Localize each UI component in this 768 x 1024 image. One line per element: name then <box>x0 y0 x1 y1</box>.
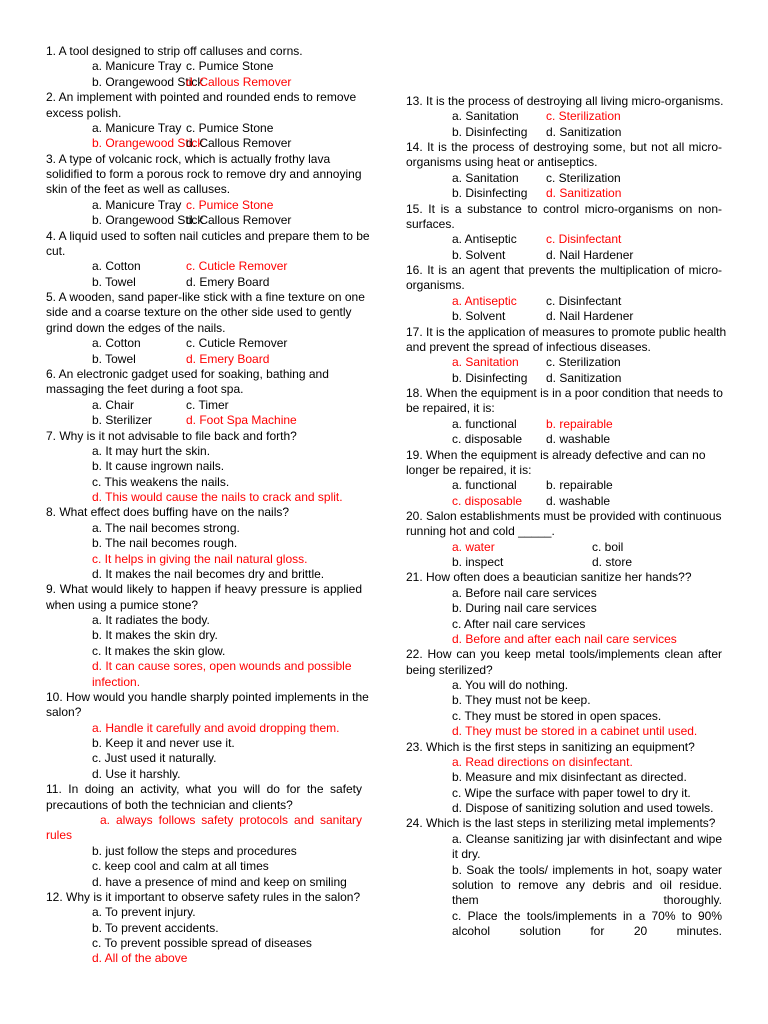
choice-option: a. functional <box>452 478 517 493</box>
answer-option: b. The nail becomes rough. <box>92 536 238 551</box>
choice-option: a. Chair <box>92 397 135 412</box>
choice-option: d. Callous Remover <box>186 136 292 151</box>
question-text: 20. Salon establishments must be provided with continuous <box>406 508 722 523</box>
question-text: side and a coarse texture on the other side used to gently <box>46 305 352 320</box>
answer-option: infection. <box>92 674 141 689</box>
question-text: 3. A type of volcanic rock, which is actually frothy lava <box>46 151 331 166</box>
answer-option: c. Place the tools/implements in a 70% to 90% <box>452 908 722 923</box>
answer-option: d. This would cause the nails to crack and split. <box>92 490 343 505</box>
choice-option: a. Sanitation <box>452 355 519 370</box>
answer-option: d. Dispose of sanitizing solution and used towels. <box>452 801 714 816</box>
question-text: be repaired, it is: <box>406 401 495 416</box>
choice-option: b. Solvent <box>452 309 506 324</box>
choice-option: b. Disinfecting <box>452 186 528 201</box>
choice-option: c. Pumice Stone <box>186 197 274 212</box>
question-text: 2. An implement with pointed and rounded ends to remove <box>46 90 357 105</box>
question-text: organisms. <box>406 278 465 293</box>
choice-option: a. Antiseptic <box>452 293 517 308</box>
question-text: 21. How often does a beautician sanitize her hands?? <box>406 570 692 585</box>
question-text: rules <box>46 828 73 843</box>
question-text: running hot and cold _____. <box>406 524 555 539</box>
question-text: 24. Which is the last steps in sterilizing metal implements? <box>406 816 716 831</box>
question-text: 14. It is the process of destroying some, but not all micro- <box>406 140 722 155</box>
question-text: solidified to form a porous rock to remove dry and annoying <box>46 167 362 182</box>
choice-option: a. functional <box>452 416 517 431</box>
choice-option: c. Timer <box>186 397 229 412</box>
answer-option: a. It may hurt the skin. <box>92 443 211 458</box>
question-text: surfaces. <box>406 216 455 231</box>
answer-option: c. It makes the skin glow. <box>92 643 226 658</box>
choice-option: c. Disinfectant <box>546 232 622 247</box>
answer-option: c. Just used it naturally. <box>92 751 217 766</box>
choice-option: a. Sanitation <box>452 109 519 124</box>
question-text: 10. How would you handle sharply pointed implements in the <box>46 689 369 704</box>
choice-option: d. Callous Remover <box>186 74 292 89</box>
question-text: salon? <box>46 705 82 720</box>
choice-option: d. Foot Spa Machine <box>186 413 297 428</box>
question-text: being sterilized? <box>406 662 493 677</box>
choice-option: c. Pumice Stone <box>186 120 274 135</box>
choice-option: d. store <box>592 555 633 570</box>
answer-option: c. keep cool and calm at all times <box>92 859 269 874</box>
answer-option: a. always follows safety protocols and sanitary <box>100 813 362 827</box>
question-text: massaging the feet during a foot spa. <box>46 382 244 397</box>
question-text: skin of the feet as well as calluses. <box>46 182 231 197</box>
question-text: 19. When the equipment is already defective and can no <box>406 447 706 462</box>
answer-option: b. It makes the skin dry. <box>92 628 218 643</box>
question-text: 22. How can you keep metal tools/implements clean after <box>406 647 722 662</box>
answer-option: d. It makes the nail becomes dry and brittle. <box>92 566 325 581</box>
answer-option: d. They must be stored in a cabinet until used. <box>452 724 698 739</box>
choice-option: b. Disinfecting <box>452 370 528 385</box>
choice-option: a. Cotton <box>92 336 141 351</box>
choice-option: d. washable <box>546 493 611 508</box>
answer-option: a. It radiates the body. <box>92 613 210 628</box>
choice-option: b. inspect <box>452 555 504 570</box>
choice-option: b. Orangewood Stick <box>92 136 204 151</box>
question-text: 16. It is an agent that prevents the multiplication of micro- <box>406 263 722 278</box>
question-text: 12. Why is it important to observe safety rules in the salon? <box>46 889 361 904</box>
choice-option: b. Towel <box>92 351 136 366</box>
choice-option: c. Sterilization <box>546 109 621 124</box>
question-text: 23. Which is the first steps in sanitizing an equipment? <box>406 739 695 754</box>
choice-option: b. Solvent <box>452 247 506 262</box>
choice-option: b. Orangewood Stick <box>92 74 204 89</box>
choice-option: c. disposable <box>452 493 523 508</box>
choice-option: c. Sterilization <box>546 355 621 370</box>
question-text: 9. What would likely to happen if heavy pressure is applied <box>46 582 362 597</box>
choice-option: b. Orangewood Stick <box>92 213 204 228</box>
choice-option: a. water <box>452 539 495 554</box>
choice-option: c. Sterilization <box>546 170 621 185</box>
question-text: organisms using heat or antiseptics. <box>406 155 598 170</box>
question-text: 8. What effect does buffing have on the nails? <box>46 505 290 520</box>
question-text: excess polish. <box>46 105 122 120</box>
answer-option: c. After nail care services <box>452 616 586 631</box>
question-text: and prevent the spread of infectious diseases. <box>406 339 651 354</box>
question-text: grind down the edges of the nails. <box>46 320 226 335</box>
answer-option: d. It can cause sores, open wounds and possible <box>92 659 352 674</box>
choice-option: b. repairable <box>546 478 613 493</box>
answer-option: c. To prevent possible spread of diseases <box>92 936 312 951</box>
answer-option: solution to remove any debris and oil residue. <box>452 877 722 892</box>
answer-option: d. All of the above <box>92 951 188 966</box>
question-text: longer be repaired, it is: <box>406 462 532 477</box>
question-text: cut. <box>46 243 66 258</box>
answer-option: a. You will do nothing. <box>452 678 569 693</box>
question-text: 13. It is the process of destroying all living micro-organisms. <box>406 94 724 108</box>
choice-option: b. repairable <box>546 416 613 431</box>
answer-option: c. Wipe the surface with paper towel to dry it. <box>452 785 691 800</box>
choice-option: c. disposable <box>452 432 523 447</box>
choice-option: d. Sanitization <box>546 186 622 201</box>
answer-option: b. Keep it and never use it. <box>92 736 235 751</box>
answer-option: a. Before nail care services <box>452 585 597 600</box>
choice-option: a. Manicure Tray <box>92 120 182 135</box>
answer-option: alcohol solution for 20 minutes. <box>452 923 722 938</box>
answer-option: c. This weakens the nails. <box>92 474 230 489</box>
choice-option: c. Cuticle Remover <box>186 336 288 351</box>
choice-option: a. Manicure Tray <box>92 59 182 74</box>
choice-option: d. Emery Board <box>186 351 270 366</box>
question-text: 4. A liquid used to soften nail cuticles and prepare them to be <box>46 228 370 243</box>
answer-option: them thoroughly. <box>452 893 722 908</box>
choice-option: a. Cotton <box>92 259 141 274</box>
choice-option: d. Nail Hardener <box>546 309 634 324</box>
answer-option: a. Handle it carefully and avoid dropping them. <box>92 720 340 735</box>
choice-option: a. Antiseptic <box>452 232 517 247</box>
answer-option: b. just follow the steps and procedures <box>92 843 297 858</box>
question-text: precautions of both the technician and clients? <box>46 797 293 812</box>
choice-option: b. Towel <box>92 274 136 289</box>
choice-option: d. Emery Board <box>186 274 270 289</box>
choice-option: a. Sanitation <box>452 170 519 185</box>
choice-option: c. Disinfectant <box>546 293 622 308</box>
answer-option: b. Measure and mix disinfectant as directed. <box>452 770 687 785</box>
answer-option: b. During nail care services <box>452 601 597 616</box>
answer-option: b. Soak the tools/ implements in hot, soapy water <box>452 862 722 877</box>
question-text: 18. When the equipment is in a poor condition that needs to <box>406 386 723 401</box>
choice-option: d. washable <box>546 432 611 447</box>
choice-option: b. Disinfecting <box>452 124 528 139</box>
choice-option: c. boil <box>592 539 624 554</box>
answer-option: a. To prevent injury. <box>92 905 196 920</box>
answer-option: it dry. <box>452 847 481 862</box>
answer-option: d. Use it harshly. <box>92 766 181 781</box>
question-text: 11. In doing an activity, what you will do for the safety <box>46 782 362 797</box>
choice-option: d. Sanitization <box>546 370 622 385</box>
choice-option: c. Cuticle Remover <box>186 259 288 274</box>
choice-option: b. Sterilizer <box>92 413 153 428</box>
question-text: 5. A wooden, sand paper-like stick with a fine texture on one <box>46 290 365 305</box>
answer-option: c. They must be stored in open spaces. <box>452 708 662 723</box>
question-text: 15. It is a substance to control micro-organisms on non- <box>406 201 722 216</box>
question-text: 7. Why is it not advisable to file back and forth? <box>46 428 297 443</box>
answer-option: d. have a presence of mind and keep on smiling <box>92 874 347 889</box>
answer-option: b. It cause ingrown nails. <box>92 459 225 474</box>
answer-option: a. The nail becomes strong. <box>92 520 240 535</box>
choice-option: d. Callous Remover <box>186 213 292 228</box>
choice-option: a. Manicure Tray <box>92 197 182 212</box>
choice-option: d. Sanitization <box>546 124 622 139</box>
question-text: 6. An electronic gadget used for soaking, bathing and <box>46 366 329 381</box>
answer-option: a. Read directions on disinfectant. <box>452 754 633 769</box>
question-text: 1. A tool designed to strip off calluses and corns. <box>46 44 303 58</box>
choice-option: d. Nail Hardener <box>546 247 634 262</box>
question-text: 17. It is the application of measures to promote public health <box>406 324 727 339</box>
answer-option: b. They must not be keep. <box>452 693 591 708</box>
answer-option: a. Cleanse sanitizing jar with disinfectant and wipe <box>452 831 722 846</box>
choice-option: c. Pumice Stone <box>186 59 274 74</box>
question-text: when using a pumice stone? <box>46 597 199 612</box>
answer-option: d. Before and after each nail care services <box>452 631 677 646</box>
answer-option: c. It helps in giving the nail natural gloss. <box>92 551 308 566</box>
answer-option: b. To prevent accidents. <box>92 920 219 935</box>
